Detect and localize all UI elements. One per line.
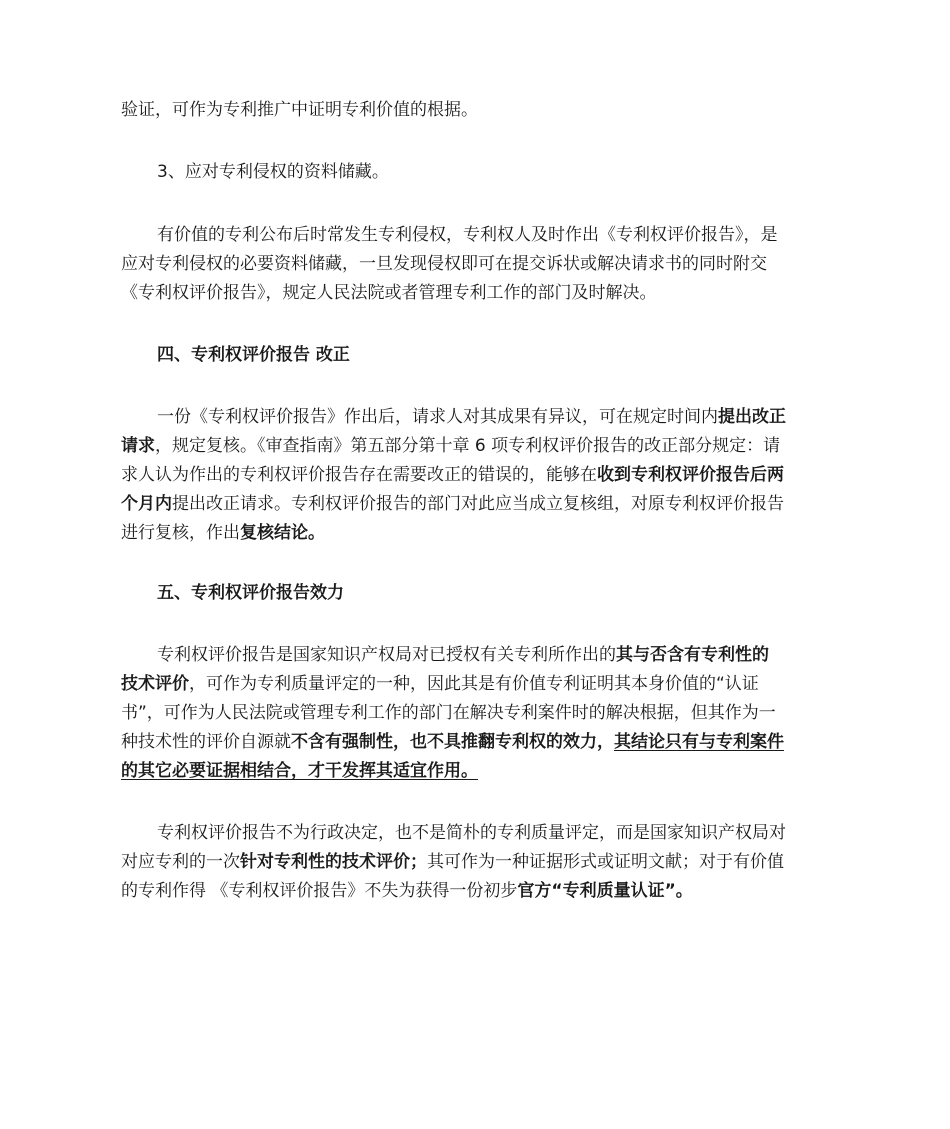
text-run: 其可作为一种证据形式或证明文献；对于有价值 <box>427 852 784 872</box>
text-run: 种技术性的评价自源就 <box>121 732 291 752</box>
paragraph-intro-tail: 验证，可作为专利推广中证明专利价值的根据。 <box>121 100 478 120</box>
text-run: 专利权评价报告是国家知识产权局对已授权有关专利所作出的 <box>157 645 616 665</box>
section4-body-line2 <box>121 432 780 460</box>
bold-underlined-run <box>614 732 784 752</box>
bold-underlined-run <box>121 761 478 781</box>
section4-title: 四、专利权评价报告 改正 <box>157 345 350 365</box>
bold-run: 复核结论。 <box>240 523 325 543</box>
section5-body-line3: 书”，可作为人民法院或管理专利工作的部门在解决专利案件时的解决根据，但其作为一 <box>121 703 776 723</box>
text-run: ，规定复核。《审查指南》第五部分第十章 6 项专利权评价报告的改正部分规定：请 <box>155 436 781 456</box>
section5-body-line4 <box>121 728 784 756</box>
bold-run: 其与否含有专利性的 <box>616 645 769 665</box>
section4-body-line3 <box>121 461 784 489</box>
item3-heading: 3、应对专利侵权的资料储藏。 <box>157 162 389 182</box>
section4-body-line5 <box>121 519 325 547</box>
text-run: 的专利作得 《专利权评价报告》不失为获得一份初步 <box>121 881 518 901</box>
section5-body-line5 <box>121 757 478 785</box>
last-paragraph-line2 <box>121 848 784 876</box>
section4-body-line1 <box>157 403 786 431</box>
last-paragraph-line3 <box>121 877 693 905</box>
text-run: 一份《专利权评价报告》作出后，请求人对其成果有异议，可在规定时间内 <box>157 407 718 427</box>
section5-body-line2 <box>121 670 759 698</box>
bold-run: 技术评价 <box>121 674 189 694</box>
item3-body-line1: 有价值的专利公布后时常发生专利侵权，专利权人及时作出《专利权评价报告》，是 <box>157 225 778 245</box>
item3-body-line2: 应对专利侵权的必要资料储藏，一旦发现侵权即可在提交诉状或解决请求书的同时附交 <box>121 254 767 274</box>
text-run: ，可作为专利质量评定的一种，因此其是有价值专利证明其本身价值的“认证 <box>189 674 759 694</box>
item3-body-line3: 《专利权评价报告》，规定人民法院或者管理专利工作的部门及时解决。 <box>121 283 657 303</box>
bold-run: 不含有强制性，也不具推翻专利权的效力， <box>291 732 614 752</box>
bold-run: 官方“专利质量认证”。 <box>517 881 693 901</box>
bold-run: 提出改正 <box>718 407 786 427</box>
text-run: 提出改正请求。专利权评价报告的部门对此应当成立复核组，对原专利权评价报告 <box>172 494 784 514</box>
section5-title: 五、专利权评价报告效力 <box>157 583 344 603</box>
bold-run: 针对专利性的技术评价； <box>240 852 427 872</box>
underline-run: 的其它必要证据相结合，才干发挥其适宜作用。 <box>121 761 478 781</box>
bold-run: 个月内 <box>121 494 172 514</box>
text-run: 求人认为作出的专利权评价报告存在需要改正的错误的，能够在 <box>121 465 597 485</box>
underline-run: 其结论只有与专利案件 <box>614 732 784 752</box>
section4-body-line4 <box>121 490 784 518</box>
text-run: 进行复核，作出 <box>121 523 240 543</box>
bold-run: 请求 <box>121 436 155 456</box>
bold-run: 收到专利权评价报告后两 <box>597 465 784 485</box>
last-paragraph-line1: 专利权评价报告不为行政决定，也不是简朴的专利质量评定，而是国家知识产权局对 <box>157 823 786 843</box>
text-run: 对应专利的一次 <box>121 852 240 872</box>
section5-body-line1 <box>157 641 769 669</box>
